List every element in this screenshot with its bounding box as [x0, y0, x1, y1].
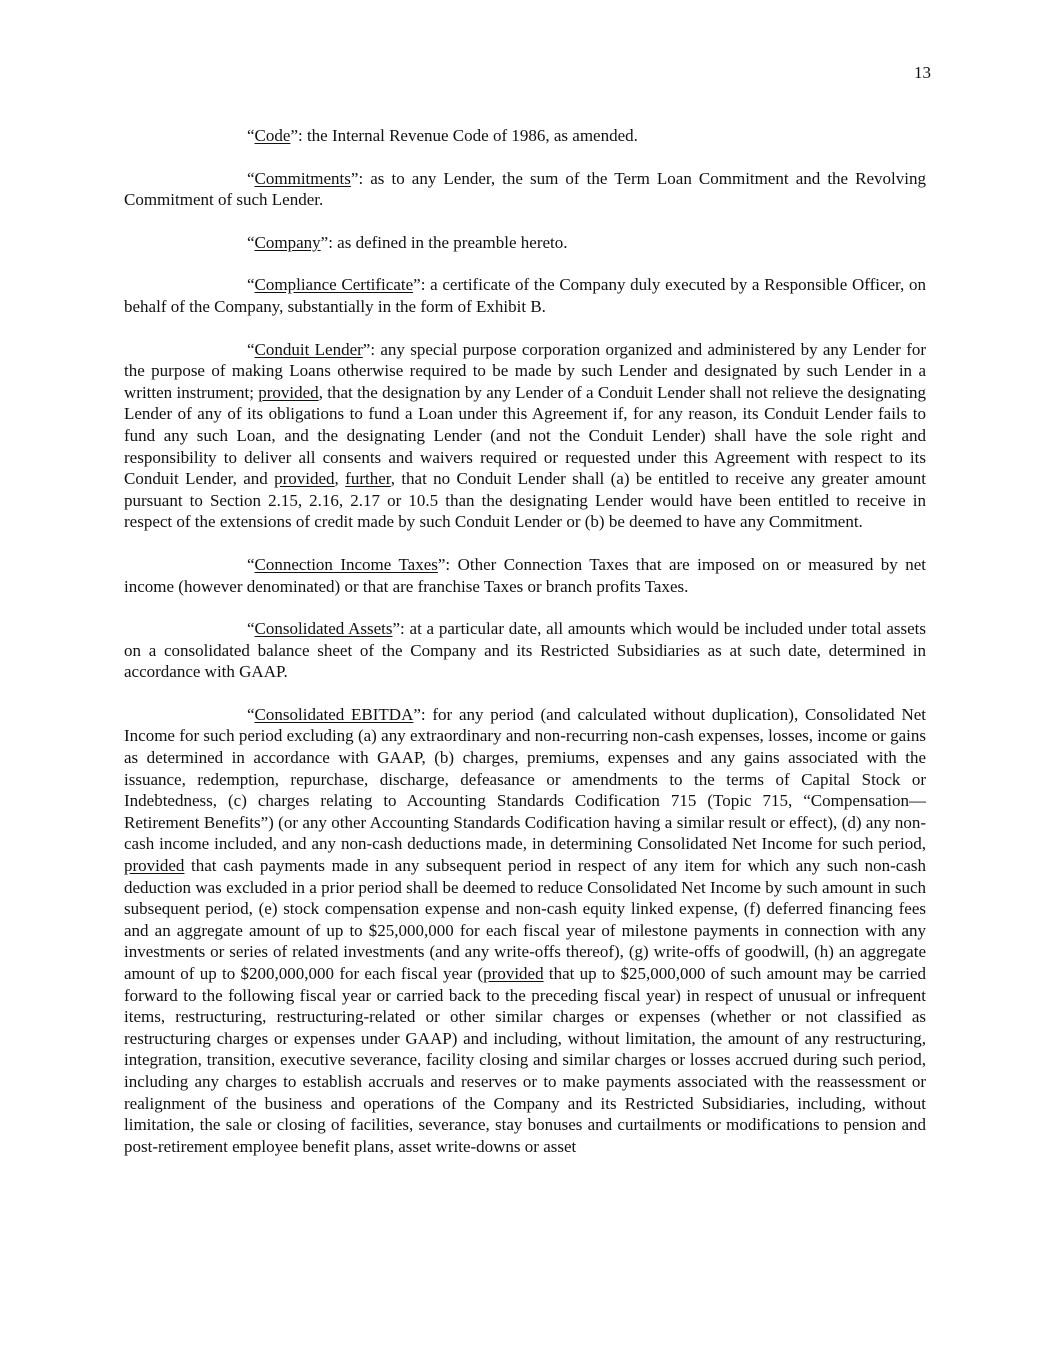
definition-text: : as to any Lender, the sum of the Term Loan Commitment and the Revolving Commitment of such Lender.: [124, 168, 926, 210]
page-number: 13: [914, 63, 931, 82]
definition-text: that cash payments made in any subsequent period in respect of any item for which any such non-cash deduction was excluded in a prior period shall be deemed to reduce Consolidated Net Income by such amount in such subsequent period, (e) stock compensation expense and non-cash equity linked expense, (f) deferred financing fees and an aggregate amount of up to $25,000,000 for each fiscal year of milestone payments in connection with any investments or series of related investments (and any write-offs thereof), (g) write-offs of goodwill, (h) an aggregate amount of up to $200,000,000 for each fiscal year (: [124, 856, 926, 983]
underlined-word: provided: [274, 469, 335, 489]
definition-consolidated-assets: “Consolidated Assets”: at a particular date, all amounts which would be included under total assets on a consolidated balance sheet of the Company and its Restricted Subsidiaries as at such date, determined in accordance with GAAP.: [124, 619, 926, 682]
definition-text: : for any period (and calculated without duplication), Consolidated Net Income for such period excluding (a) any extraordinary and non-recurring non-cash expenses, losses, income or gains as determined in accordance with GAAP, (b) charges, premiums, expenses and any gains associated with the issuance, redemption, repurchase, discharge, defeasance or amendments to the terms of Capital Stock or Indebtedness, (c) charges relating to Accounting Standards Codification 715 (Topic 715, “Compensation—Retirement Benefits”) (or any other Accounting Standards Codification having a similar result or effect), (d) any non-cash income included, and any non-cash deductions made, in determining Consolidated Net Income for such period,: [124, 704, 926, 854]
defined-term: Company: [254, 232, 321, 252]
definition-commitments: “Commitments”: as to any Lender, the sum of the Term Loan Commitment and the Revolving Commitment of such Lender.: [124, 168, 926, 210]
definition-text: : the Internal Revenue Code of 1986, as amended.: [297, 126, 638, 145]
definition-company: “Company”: as defined in the preamble hereto.: [247, 232, 568, 252]
underlined-word: provided: [258, 382, 319, 402]
underlined-word: provided: [483, 964, 544, 983]
definition-text: : any special purpose corporation organized and administered by any Lender for the purpose of making Loans otherwise required to be made by such Lender and designated by such Lender in a written instrument;: [124, 339, 927, 402]
definition-text: , that no Conduit Lender shall (a) be entitled to receive any greater amount pursuant to Section 2.15, 2.16, 2.17 or 10.5 than the designating Lender would have been entitled to receive in respect of the extensions of credit made by such Conduit Lender or (b) be deemed to have any Commitment.: [124, 469, 926, 532]
defined-term: Conduit Lender: [254, 339, 363, 359]
definition-text: : Other Connection Taxes that are imposed on or measured by net income (however denominated) or that are franchise Taxes or branch profits Taxes.: [124, 554, 927, 596]
definition-text: , that the designation by any Lender of a Conduit Lender shall not relieve the designating Lender of any of its obligations to fund a Loan under this Agreement if, for any reason, its Conduit Lender fails to fund any such Loan, and the designating Lender (and not the Conduit Lender) shall have the sole right and responsibility to deliver all consents and waivers required or requested under this Agreement with respect to its Conduit Lender, and: [124, 382, 926, 489]
definition-text: : at a particular date, all amounts which would be included under total assets on a consolidated balance sheet of the Company and its Restricted Subsidiaries as at such date, determined in accordance with GAAP.: [124, 619, 926, 682]
underlined-word: provided: [124, 856, 185, 876]
definition-text: : as defined in the preamble hereto.: [328, 232, 568, 252]
definition-code: “Code”: the Internal Revenue Code of 1986, as amended.: [247, 126, 638, 145]
definition-text: that up to $25,000,000 of such amount may be carried forward to the following fiscal year or carried back to the preceding fiscal year) in respect of unusual or infrequent items, restructuring, restructuring-related or other similar charges or expenses (whether or not classified as restructuring charges or expenses under GAAP) and including, without limitation, the amount of any restructuring, integration, transition, executive severance, facility closing and similar charges or losses accrued during such period, including any charges to establish accruals and reserves or to make payments associated with the reassessment or realignment of the business and operations of the Company and its Restricted Subsidiaries, including, without limitation, the sale or closing of facilities, severance, stay bonuses and curtailments or modifications to pension and post-retirement employee benefit plans, asset write-downs or asset: [124, 964, 926, 1156]
defined-term: Connection Income Taxes: [254, 554, 438, 574]
defined-term: Consolidated Assets: [254, 619, 393, 639]
definition-text: ,: [334, 469, 346, 489]
underlined-word: further: [345, 469, 391, 489]
defined-term: Consolidated EBITDA: [254, 704, 414, 724]
definition-consolidated-ebitda: “Consolidated EBITDA”: for any period (and calculated without duplication), Consolidated Net Income for such period excluding (a) any extraordinary and non-recurring non-cash expenses, losses, income or gains as determined in accordance with GAAP, (b) charges, premiums, expenses and any gains associated with the issuance, redemption, repurchase, discharge, defeasance or amendments to the terms of Capital Stock or Indebtedness, (c) charges relating to Accounting Standards Codification 715 (Topic 715, “Compensation—Retirement Benefits”) (or any other Accounting Standards Codification having a similar result or effect), (d) any non-cash income included, and any non-cash deductions made, in determining Consolidated Net Income for such period, provided that cash payments made in any subsequent period in respect of any item for which any such non-cash deduction was excluded in a prior period shall be deemed to reduce Consolidated Net Income by such amount in such subsequent period, (e) stock compensation expense and non-cash equity linked expense, (f) deferred financing fees and an aggregate amount of up to $25,000,000 for each fiscal year of milestone payments in connection with any investments or series of related investments (and any write-offs thereof), (g) write-offs of goodwill, (h) an aggregate amount of up to $200,000,000 for each fiscal year (provided that up to $25,000,000 of such amount may be carried forward to the following fiscal year or carried back to the preceding fiscal year) in respect of unusual or infrequent items, restructuring, restructuring-related or other similar charges or expenses (whether or not classified as restructuring charges or expenses under GAAP) and including, without limitation, the amount of any restructuring, integration, transition, executive severance, facility closing and similar charges or losses accrued during such period, including any charges to establish accruals and reserves or to make payments associated with the reassessment or realignment of the business and operations of the Company and its Restricted Subsidiaries, including, without limitation, the sale or closing of facilities, severance, stay bonuses and curtailments or modifications to pension and post-retirement employee benefit plans, asset write-downs or asset: [124, 704, 926, 1156]
definition-conduit-lender: “Conduit Lender”: any special purpose corporation organized and administered by any Lender for the purpose of making Loans otherwise required to be made by such Lender and designated by such Lender in a written instrument; provided, that the designation by any Lender of a Conduit Lender shall not relieve the designating Lender of any of its obligations to fund a Loan under this Agreement if, for any reason, its Conduit Lender fails to fund any such Loan, and the designating Lender (and not the Conduit Lender) shall have the sole right and responsibility to deliver all consents and waivers required or requested under this Agreement with respect to its Conduit Lender, and provided, further, that no Conduit Lender shall (a) be entitled to receive any greater amount pursuant to Section 2.15, 2.16, 2.17 or 10.5 than the designating Lender would have been entitled to receive in respect of the extensions of credit made by such Conduit Lender or (b) be deemed to have any Commitment.: [124, 339, 927, 532]
defined-term: Code: [254, 126, 291, 145]
definition-connection-income-taxes: “Connection Income Taxes”: Other Connection Taxes that are imposed on or measured by net income (however denominated) or that are franchise Taxes or branch profits Taxes.: [124, 554, 927, 596]
defined-term: Compliance Certificate: [254, 275, 414, 295]
definition-compliance-certificate: “Compliance Certificate”: a certificate of the Company duly executed by a Responsible Officer, on behalf of the Company, substantially in the form of Exhibit B.: [124, 275, 926, 316]
document-body: [124, 125, 926, 1178]
defined-term: Commitments: [254, 168, 351, 188]
definition-text: : a certificate of the Company duly executed by a Responsible Officer, on behalf of the Company, substantially in the form of Exhibit B.: [124, 275, 926, 316]
